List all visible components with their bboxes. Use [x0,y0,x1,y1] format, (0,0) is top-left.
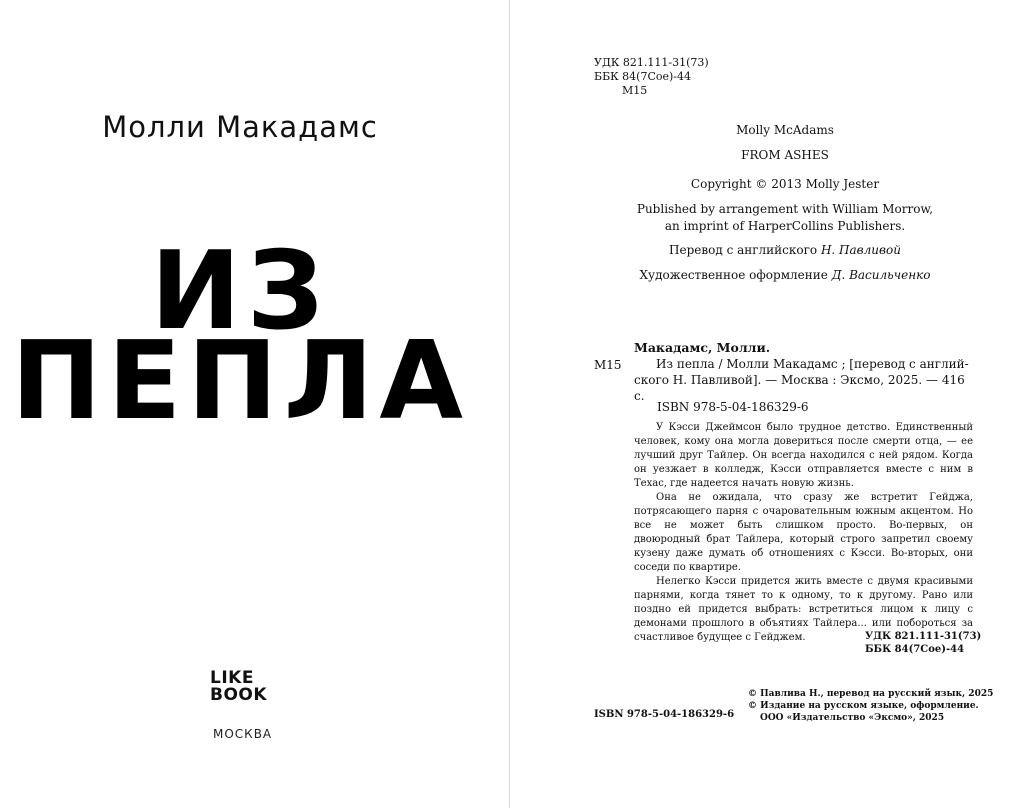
published-line2: an imprint of HarperCollins Publishers. [664,219,906,233]
translation-prefix: Перевод с английского [669,243,818,257]
design-prefix: Художественное оформление [639,268,828,282]
translation-credit [610,242,960,259]
copyright-line: Copyright © 2013 Molly Jester [690,177,880,191]
copyright-translation: © Павлива Н., перевод на русский язык, 2025 [748,689,994,699]
annotation-paragraph-3: Нелегко Кэсси придется жить вместе с двумя красивыми парнями, когда тянет то к одному, то к другому. Рано или поздно ей придется выбрать: встретиться лицом к лицу с демонами прошлого в объятиях Тайлера... или побороться за счастливое будущее с Гейджем. [634,576,973,643]
copyright-notices [748,688,993,724]
design-credit [610,267,960,284]
original-author: Molly McAdams [736,123,834,137]
udk-code: УДК 821.111-31(73) [594,56,709,69]
bbk-code-bottom: ББК 84(7Сое)-44 [865,644,965,655]
udk-code-bottom: УДК 821.111-31(73) [865,631,982,642]
publisher-city: МОСКВА [213,727,273,741]
classification-footer [865,630,981,656]
annotation-paragraph-1: У Кэсси Джеймсон было трудное детство. Единственный человек, кому она могла довериться после смерти отца, — ее лучший друг Тайлер. Он всегда находился с ней рядом. Когда он уезжает в колледж, Кэсси отправляется вместе с ним в Техас, где надеется начать новую жизнь. [634,422,973,489]
isbn: ISBN 978-5-04-186329-6 [657,400,809,414]
copyright-publisher: ООО «Издательство «Эксмо», 2025 [760,713,945,723]
biblio-body-line2: ского Н. Павливой]. — Москва : Эксмо, 2025. — 416 с. [634,373,965,403]
logo-line1: LIKE [210,668,254,688]
publisher-logo [210,670,267,704]
designer-name: Д. Васильченко [831,268,931,282]
bbk-code: ББК 84(7Сое)-44 [594,70,692,83]
cover-title-line2: ПЕПЛА [11,319,469,444]
classification-header [594,56,709,98]
publishing-arrangement [610,201,960,235]
biblio-code: М15 [594,358,622,372]
biblio-heading: Макадамс, Молли. [634,340,771,355]
published-line1: Published by arrangement with William Morrow, [636,202,934,216]
annotation-paragraph-2: Она не ожидала, что сразу же встретит Гейджа, потрясающего парня с очаровательным южным акцентом. Но все не может быть слишком просто. Во-первых, он двоюродный брат Тайлера, который строго запретил своему кузену даже думать об отношениях с Кэсси. Во-вторых, они соседи по квартире. [634,492,973,573]
author-mark: М15 [622,84,648,97]
logo-line2: BOOK [210,685,268,705]
original-title: FROM ASHES [741,148,829,162]
translator-name: Н. Павливой [820,243,901,257]
isbn-bottom: ISBN 978-5-04-186329-6 [594,709,735,720]
copyright-edition: © Издание на русском языке, оформление. [748,701,979,711]
annotation [634,421,973,645]
right-page [510,0,1013,808]
bibliographic-record [634,340,979,404]
biblio-body-line1: Из пепла / Молли Макадамс ; [перевод с англий- [656,357,969,371]
cover-title-line1: ИЗ [150,229,330,354]
cover-author: Молли Макадамс [102,110,378,144]
